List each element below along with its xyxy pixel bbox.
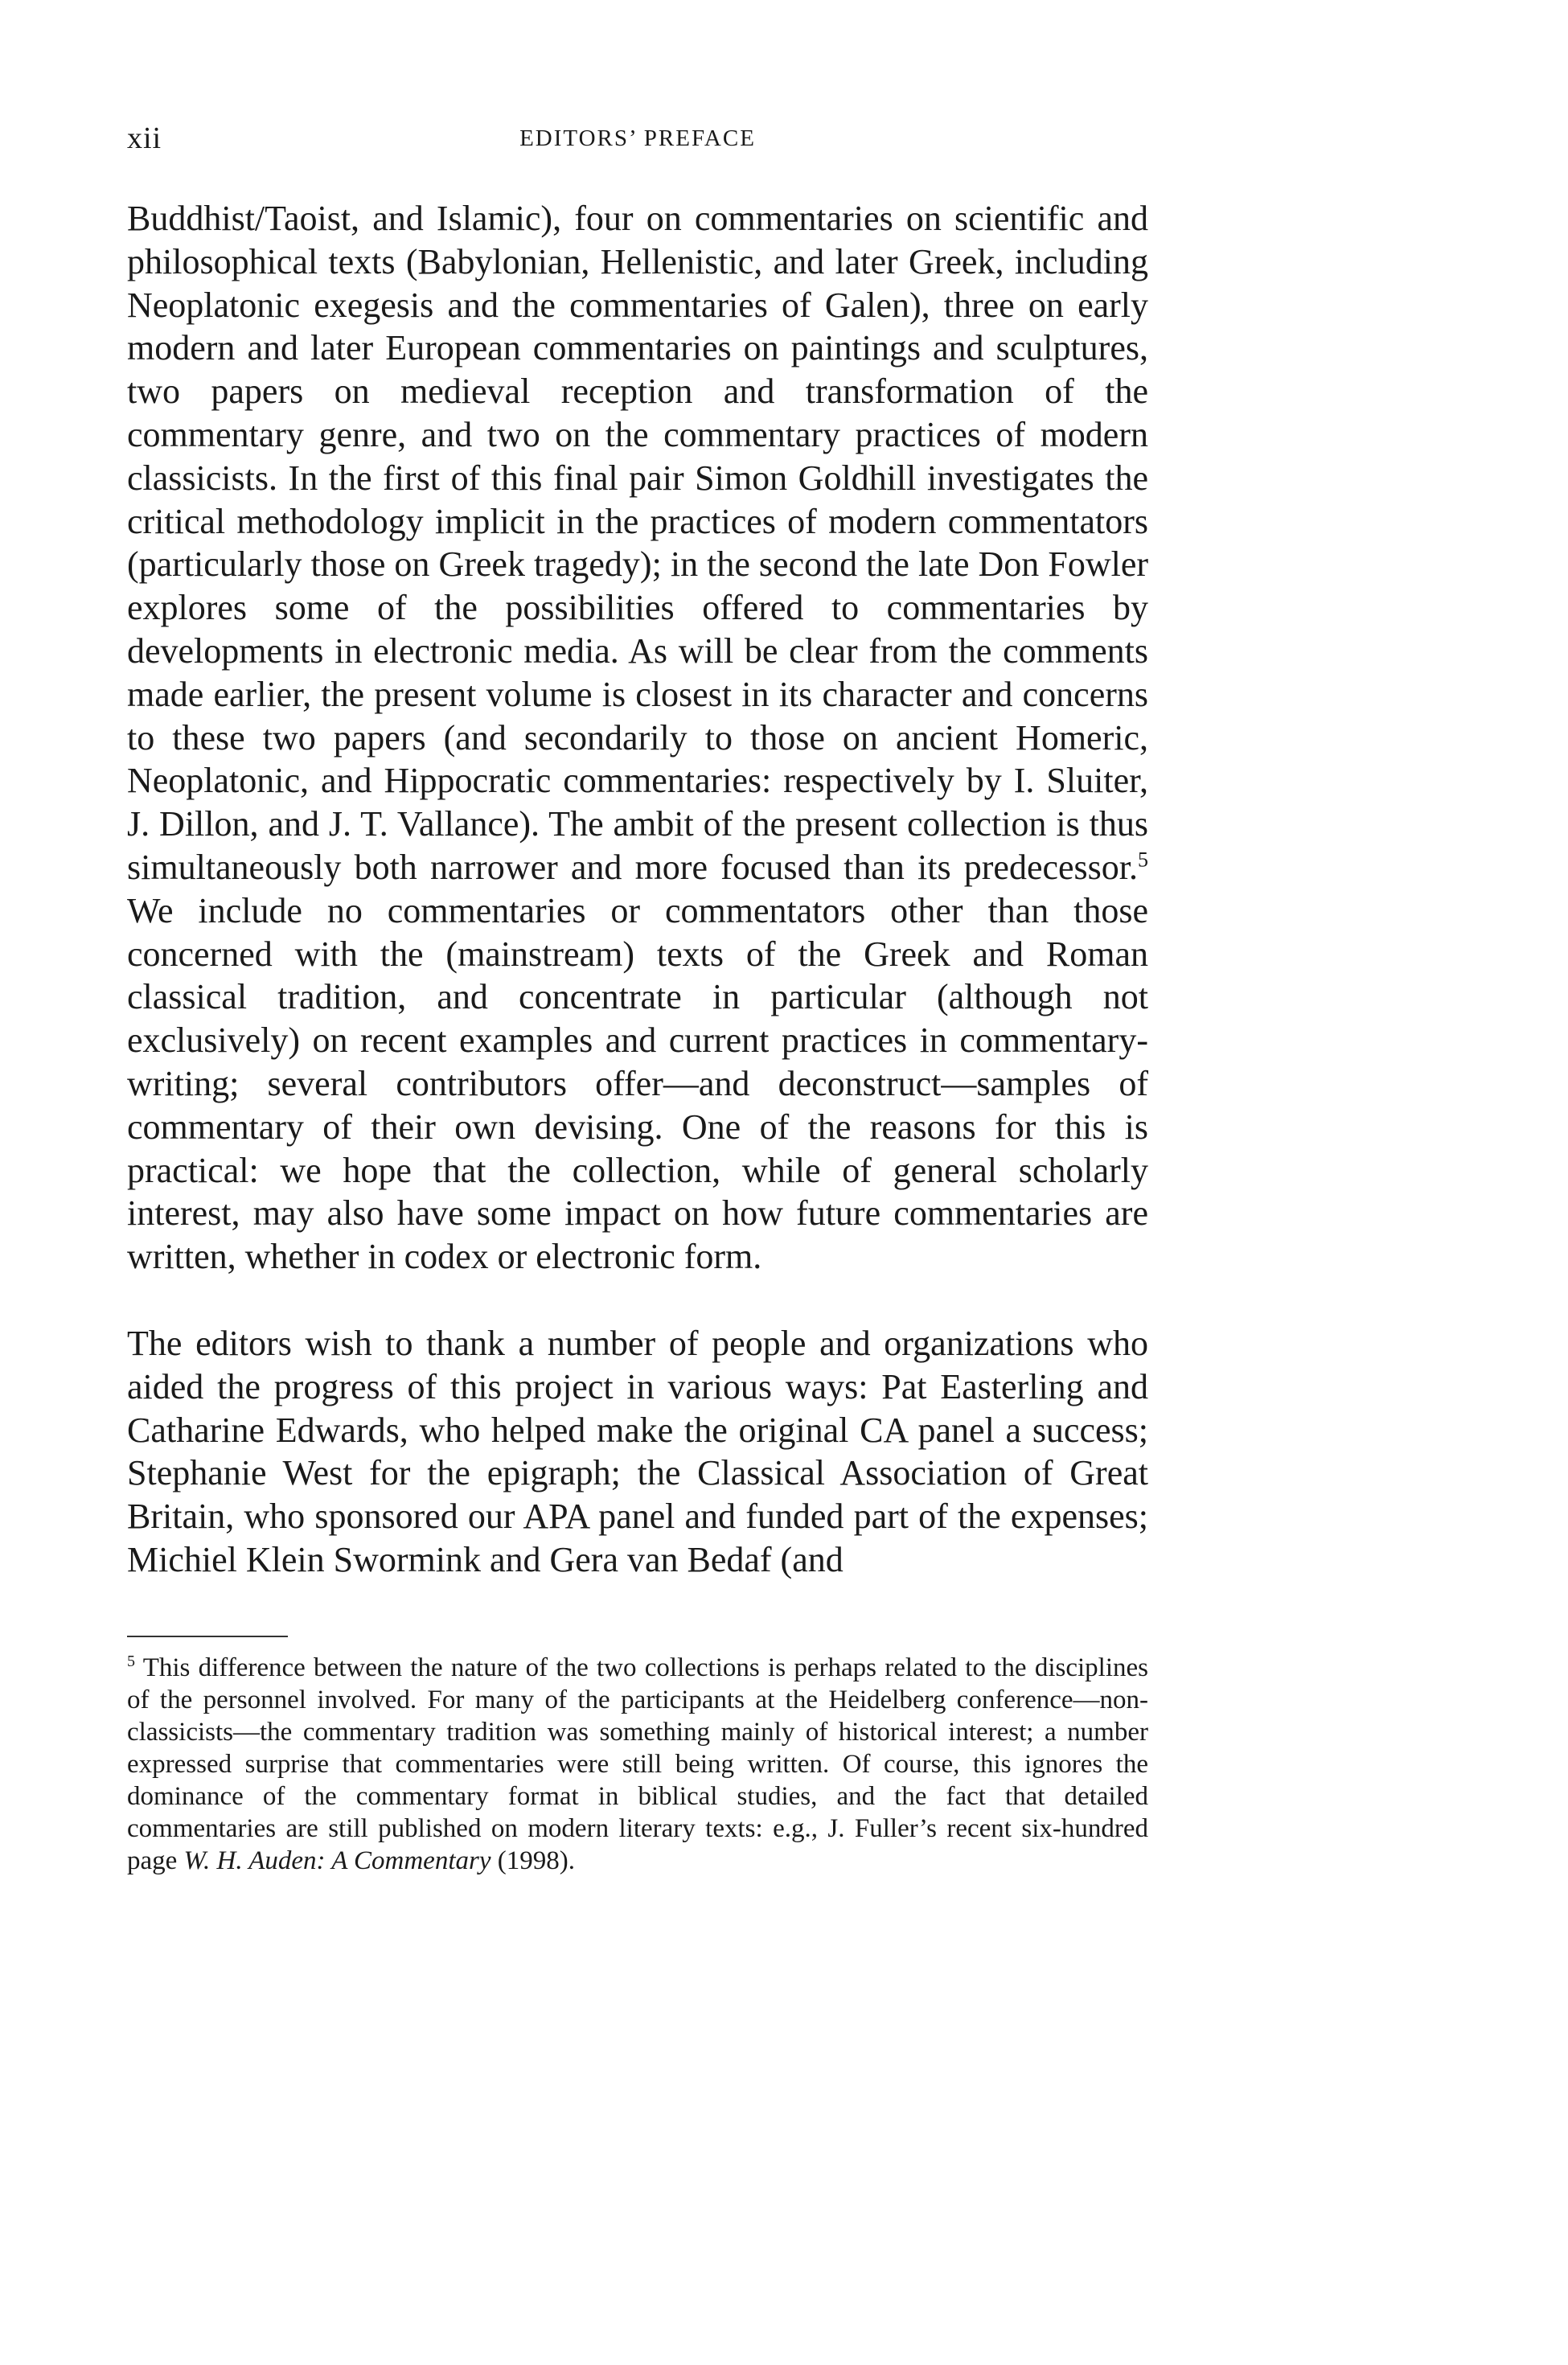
footnote-tail: (1998). [491,1846,575,1875]
page-number: xii [127,121,162,155]
body-paragraph-2: The editors wish to thank a number of people and organizations who aided the progress of this project in various ways: Pat Easterling and Catharine Edwards, who helped make the original CA panel a success; Stephanie West for the epigraph; the Classical Association of Great Britain, who sponsored our APA panel and funded part of the expenses; Michiel Klein Swormink and Gera van Bedaf (and [127,1323,1148,1579]
page-header [127,121,1148,161]
footnote-reference: 5 [1138,848,1148,872]
footnote-text: This difference between the nature of the two collections is perhaps related to the disciplines of the personnel involved. For many of the participants at the Heidelberg conference—non-classicists—the commentary tradition was something mainly of historical interest; a number expressed surprise that commentaries were still being written. Of course, this ignores the dominance of the commentary format in biblical studies, and the fact that detailed commentaries are still published on modern literary texts: e.g., J. Fuller’s recent six-hundred page [127,1653,1148,1875]
paragraph-1-part-b: We include no commentaries or commentators other than those concerned with the (mainstream) texts of the Greek and Roman classical tradition, and concentrate in particular (although not exclusively) on recent examples and current practices in commentary-writing; several contributors offer—and deconstruct—samples of commentary of their own devising. One of the reasons for this is practical: we hope that the collection, while of general scholarly interest, may also have some impact on how future commentaries are written, whether in codex or electronic form. [127,890,1148,1277]
footnote-divider [127,1636,288,1637]
footnote-number: 5 [127,1653,135,1670]
footnote-book-title: W. H. Auden: A Commentary [183,1846,491,1875]
body-text [127,197,1148,1582]
footnote-paragraph [127,1652,1148,1877]
running-head: EDITORS’ PREFACE [519,125,756,151]
footnote [127,1652,1148,1877]
paragraph-1-part-a: Buddhist/Taoist, and Islamic), four on commentaries on scientific and philosophical texts (Babylonian, Hellenistic, and later Greek, including Neoplatonic exegesis and the commentaries of Galen), three on early modern and later European commentaries on paintings and sculptures, two papers on medieval reception and transformation of the commentary genre, and two on the commentary practices of modern classicists. In the first of this final pair Simon Goldhill investigates the critical methodology implicit in the practices of modern commentators (particularly those on Greek tragedy); in the second the late Don Fowler explores some of the possibilities offered to commentaries by developments in electronic media. As will be clear from the comments made earlier, the present volume is closest in its character and concerns to these two papers (and secondarily to those on ancient Homeric, Neoplatonic, and Hippocratic commentaries: respectively by I. Sluiter, J. Dillon, and J. T. Vallance). The ambit of the present collection is thus simultaneously both narrower and more focused than its predecessor. [127,199,1148,887]
body-paragraph-1 [127,197,1148,1279]
